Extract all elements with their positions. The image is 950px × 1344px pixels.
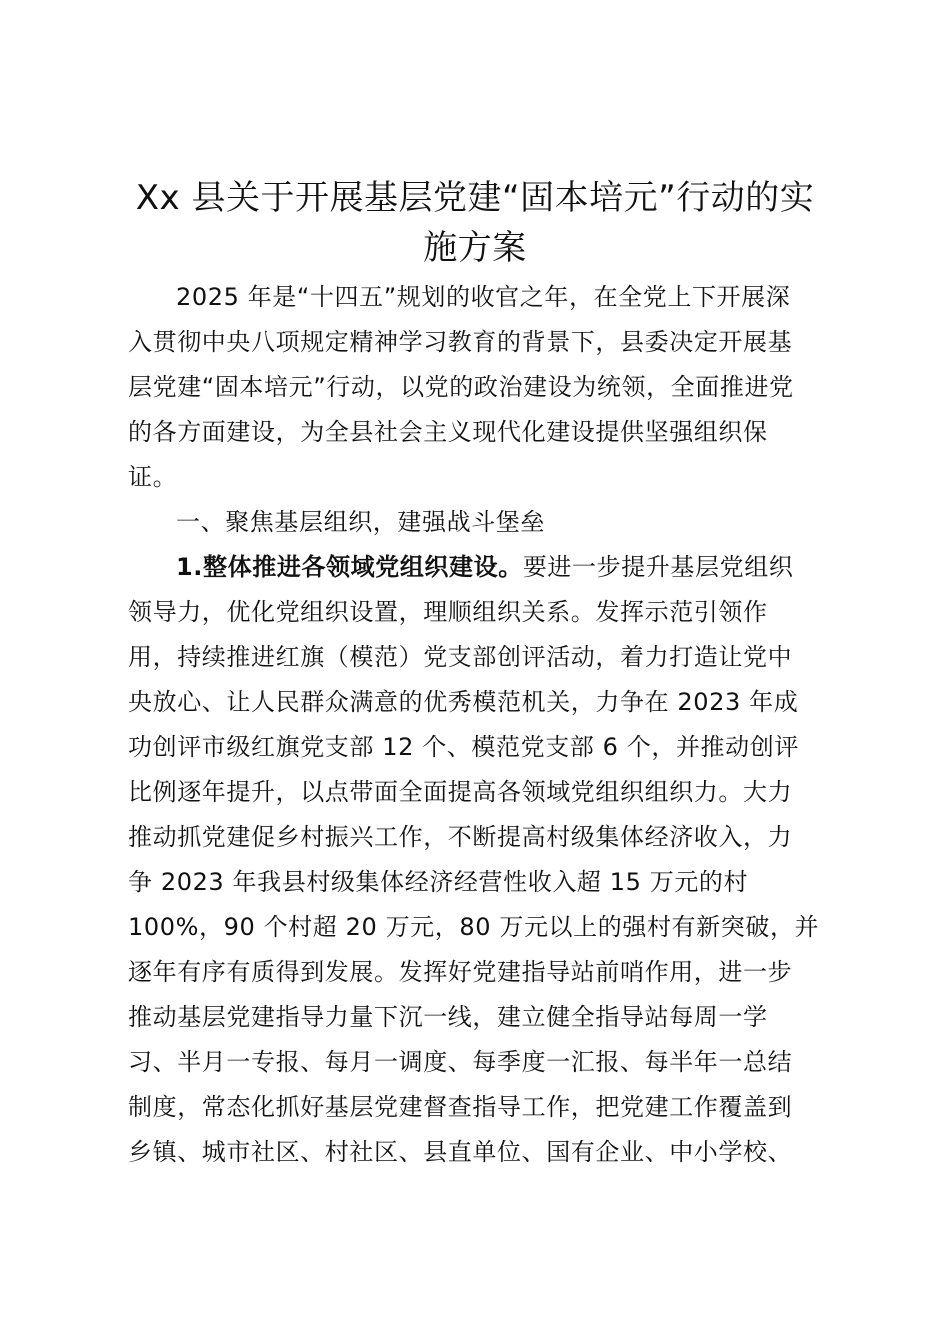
item-1-line: 用，持续推进红旗（模范）党支部创评活动，着力打造让党中 xyxy=(128,643,793,671)
item-1-first-line-text: 要进一步提升基层党组织 xyxy=(522,553,794,581)
document-title-line-2: 施方案 xyxy=(423,228,527,268)
section-1-heading: 一、聚焦基层组织，建强战斗堡垒 xyxy=(176,508,545,536)
item-1-line: 功创评市级红旗党支部 12 个、模范党支部 6 个，并推动创评 xyxy=(128,733,799,761)
item-1-line: 推动抓党建促乡村振兴工作，不断提高村级集体经济收入，力 xyxy=(128,823,793,851)
item-1-line: 推动基层党建指导力量下沉一线，建立健全指导站每周一学 xyxy=(128,1003,768,1031)
item-1-line: 逐年有序有质得到发展。发挥好党建指导站前哨作用，进一步 xyxy=(128,958,793,986)
document-title-line-1: Xx 县关于开展基层党建“固本培元”行动的实 xyxy=(135,178,815,218)
item-1-line: 央放心、让人民群众满意的优秀模范机关，力争在 2023 年成 xyxy=(128,688,799,716)
intro-paragraph-line: 的各方面建设，为全县社会主义现代化建设提供坚强组织保 xyxy=(128,418,768,446)
intro-paragraph-line: 2025 年是“十四五”规划的收官之年，在全党上下开展深 xyxy=(176,283,791,311)
item-1-line: 100%，90 个村超 20 万元，80 万元以上的强村有新突破，并 xyxy=(128,913,820,941)
item-1-heading: 1.整体推进各领域党组织建设。 xyxy=(176,553,523,581)
intro-paragraph-line: 证。 xyxy=(128,463,178,491)
intro-paragraph-line: 入贯彻中央八项规定精神学习教育的背景下，县委决定开展基 xyxy=(128,328,793,356)
item-1-line: 比例逐年提升，以点带面全面提高各领域党组织组织力。大力 xyxy=(128,778,793,806)
item-1-first-line xyxy=(176,552,876,582)
item-1-line: 争 2023 年我县村级集体经济经营性收入超 15 万元的村 xyxy=(128,868,749,896)
item-1-line: 领导力，优化党组织设置，理顺组织关系。发挥示范引领作 xyxy=(128,598,768,626)
item-1-line: 制度，常态化抓好基层党建督查指导工作，把党建工作覆盖到 xyxy=(128,1093,793,1121)
item-1-line: 习、半月一专报、每月一调度、每季度一汇报、每半年一总结 xyxy=(128,1048,793,1076)
item-1-line: 乡镇、城市社区、村社区、县直单位、国有企业、中小学校、 xyxy=(128,1138,793,1166)
intro-paragraph-line: 层党建“固本培元”行动，以党的政治建设为统领，全面推进党 xyxy=(128,373,794,401)
